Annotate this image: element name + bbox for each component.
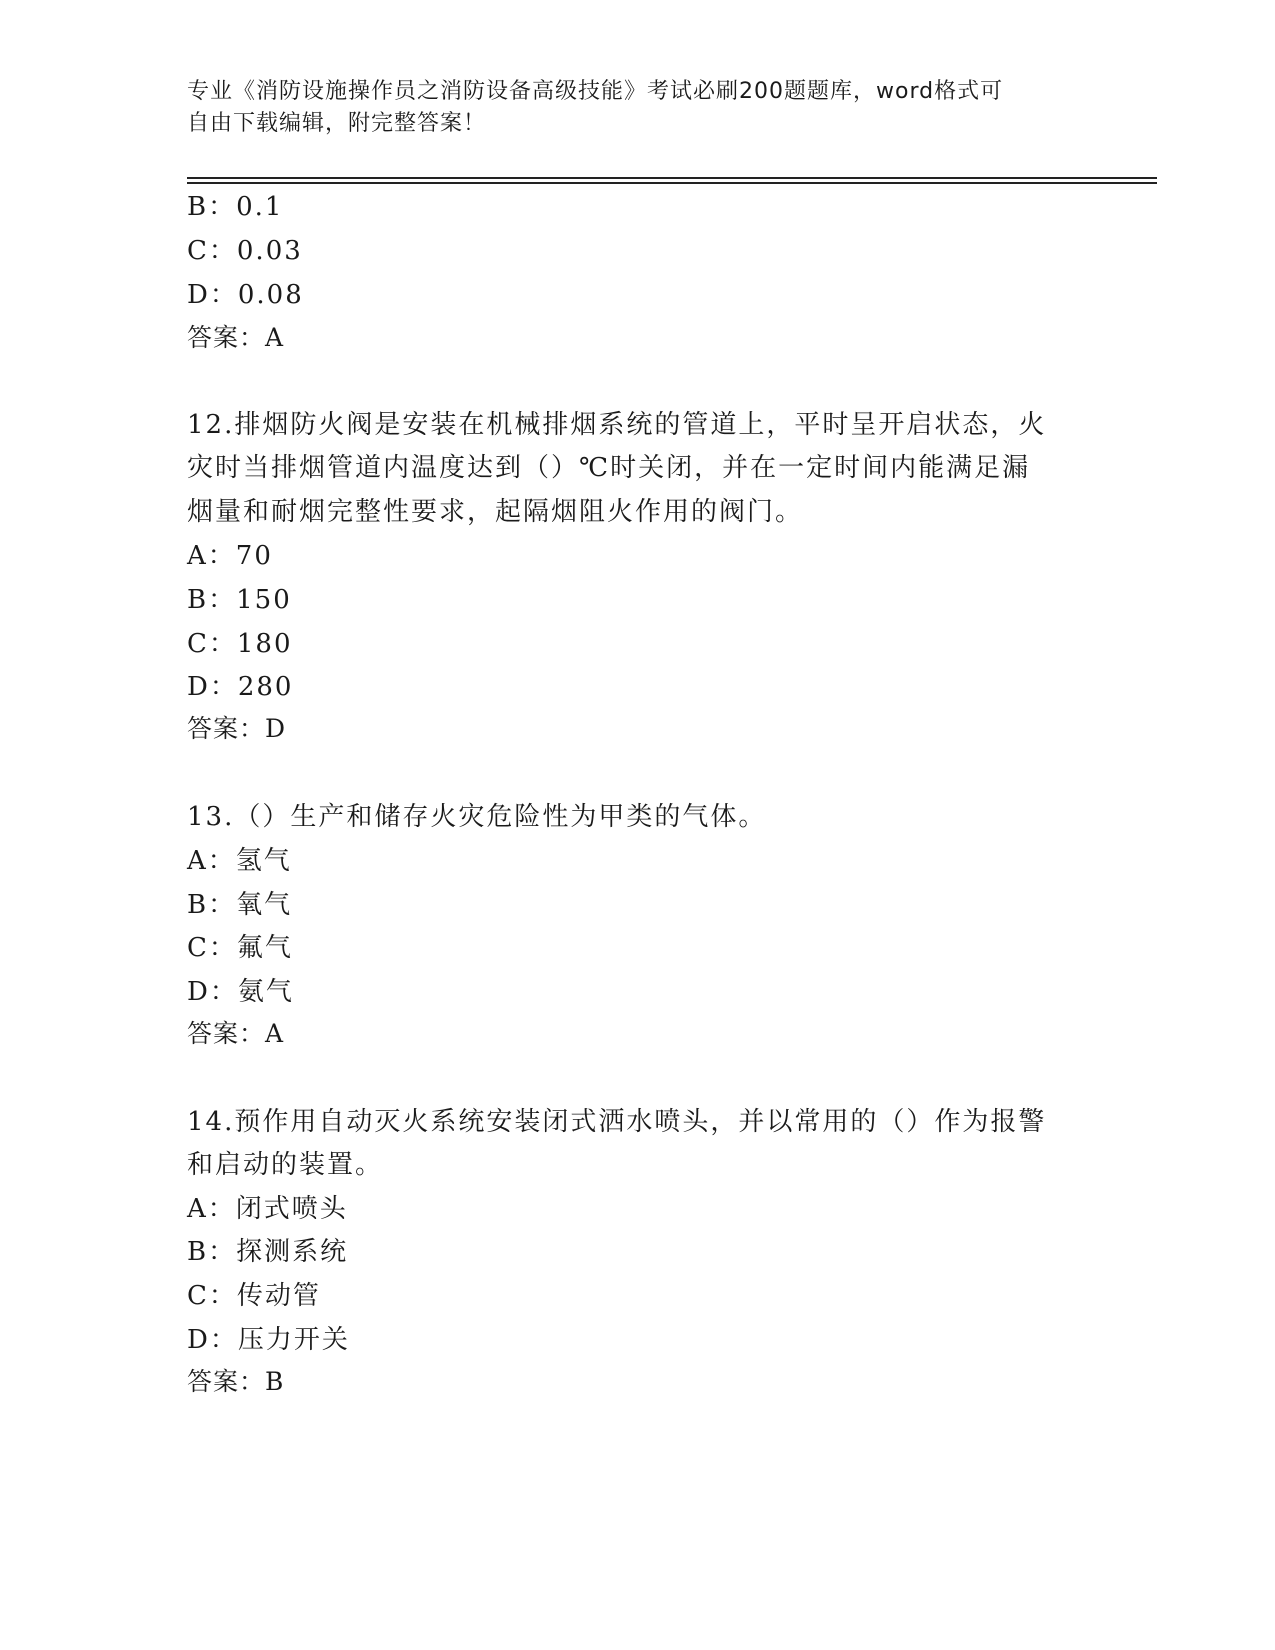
answer-value: A (265, 323, 285, 352)
question-14-option-c: C：传动管 (187, 1281, 321, 1311)
question-12-text-line-2: 灾时当排烟管道内温度达到（）℃时关闭，并在一定时间内能满足漏 (187, 453, 1031, 483)
question-12-answer (187, 709, 286, 745)
question-13-option-c: C：氟气 (187, 933, 293, 963)
option-b: B：0.1 (187, 192, 284, 222)
question-13-answer (187, 1014, 284, 1050)
question-14-answer (187, 1362, 284, 1398)
question-12-option-c: C：180 (187, 629, 293, 659)
answer-label: 答案： (187, 1367, 266, 1396)
question-12-text-line-3: 烟量和耐烟完整性要求，起隔烟阻火作用的阀门。 (187, 497, 804, 527)
question-13-text-line-1: 13.（）生产和储存火灾危险性为甲类的气体。 (187, 802, 767, 832)
header-divider-top (187, 177, 1157, 179)
answer-label: 答案： (187, 323, 266, 352)
question-13-option-a: A：氢气 (187, 846, 292, 876)
answer-line (187, 318, 284, 354)
question-14-text-line-1: 14.预作用自动灭火系统安装闭式洒水喷头，并以常用的（）作为报警 (187, 1107, 1047, 1137)
answer-value: A (265, 1019, 285, 1048)
question-12-option-b: B：150 (187, 585, 292, 615)
document-header (187, 76, 1067, 140)
question-14-option-a: A：闭式喷头 (187, 1194, 348, 1224)
question-14-option-d: D：压力开关 (187, 1325, 350, 1355)
question-13-option-d: D：氨气 (187, 977, 294, 1007)
answer-label: 答案： (187, 1019, 266, 1048)
question-12-option-a: A：70 (187, 541, 273, 571)
option-c: C：0.03 (187, 236, 303, 266)
header-divider-bottom (187, 182, 1157, 184)
header-line-2: 自由下载编辑，附完整答案！ (187, 111, 487, 136)
question-12-option-d: D：280 (187, 672, 294, 702)
answer-value: B (265, 1367, 285, 1396)
question-14-option-b: B：探测系统 (187, 1237, 349, 1267)
option-d: D：0.08 (187, 280, 304, 310)
answer-value: D (265, 714, 287, 743)
question-13-option-b: B：氧气 (187, 890, 293, 920)
header-line-1: 专业《消防设施操作员之消防设备高级技能》考试必刷200题题库，word格式可 (187, 79, 1004, 104)
question-14-text-line-2: 和启动的装置。 (187, 1150, 384, 1180)
question-12-text-line-1: 12.排烟防火阀是安装在机械排烟系统的管道上，平时呈开启状态，火 (187, 410, 1047, 440)
answer-label: 答案： (187, 714, 266, 743)
